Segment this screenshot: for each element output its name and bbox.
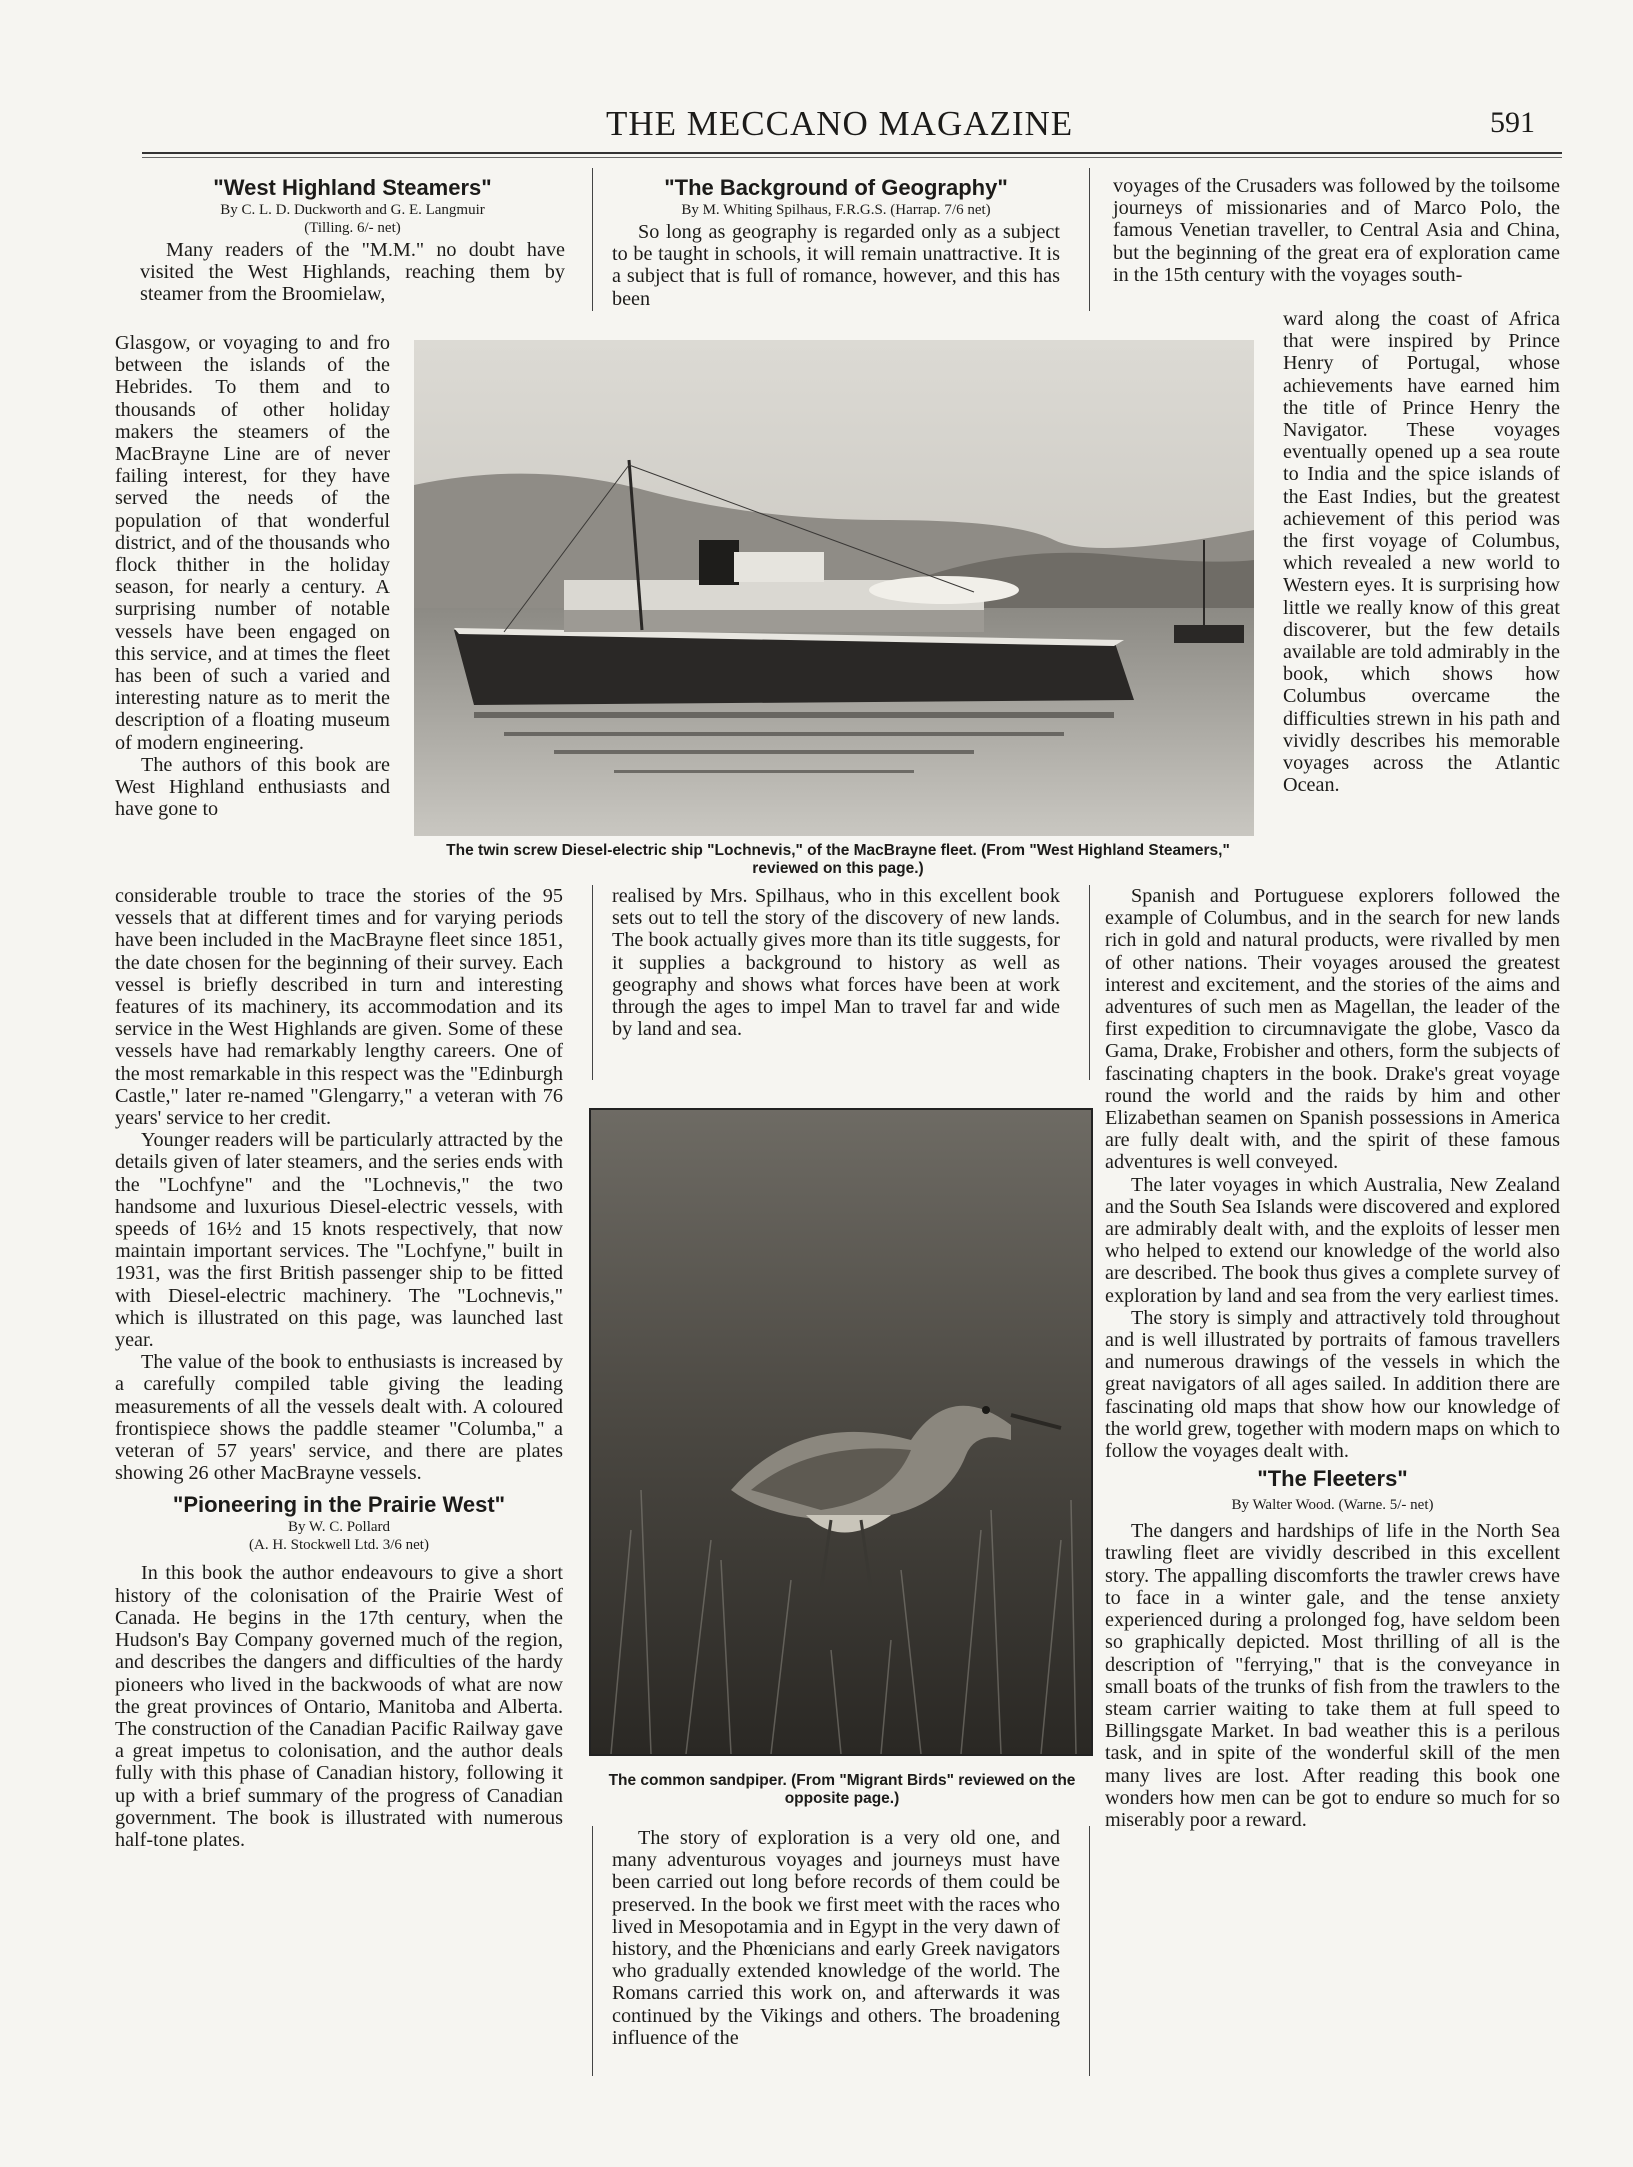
column-divider: [1089, 885, 1090, 1080]
review-heading: "The Fleeters": [1257, 1466, 1408, 1492]
ship-caption: The twin screw Diesel-electric ship "Lochnevis," of the MacBrayne fleet. (From "West Highland Steamers," reviewed on this page.): [446, 842, 1230, 877]
paragraph: The story of exploration is a very old one, and many adventurous voyages and journeys must have been carried out long before records of them could be preserved. In the book we first meet with the races who lived in Mesopotamia and in Egypt in the very dawn of history, and the Phœnicians and early Greek navigators who gradually extended knowledge of the world. The Romans carried this work on, and afterwards it was continued by the Vikings and others. The broadening influence of the: [612, 1827, 1060, 2049]
paragraph: The authors of this book are West Highland enthusiasts and have gone to: [115, 753, 390, 821]
page-number: 591: [1490, 106, 1535, 139]
review-heading: "Pioneering in the Prairie West": [172, 1492, 506, 1518]
paragraph: In this book the author endeavours to give a short history of the colonisation of the Prairie West of Canada. He begins in the 17th century, when the Hudson's Bay Company governed much of the region, and describes the dangers and difficulties of the hardy pioneers who lived in the backwoods of what are now the great provinces of Ontario, Manitoba and Alberta. The construction of the Canadian Pacific Railway gave a great impetus to colonisation, and the author deals fully with this phase of Canadian history, following it up with a brief summary of the progress of Canadian government. The book is illustrated with numerous half-tone plates.: [115, 1562, 563, 1851]
column-divider: [592, 168, 593, 311]
column-1-narrow: [115, 332, 390, 820]
column-3-lower: [1105, 885, 1560, 1831]
paragraph: The value of the book to enthusiasts is increased by a carefully compiled table giving the leading measurements of all the vessels dealt with. A coloured frontispiece shows the paddle steamer "Columba," a veteran of 57 years' service, and there are plates showing 26 other MacBrayne vessels.: [115, 1351, 563, 1485]
review-byline: By Walter Wood. (Warne. 5/- net): [1231, 1497, 1434, 1514]
column-divider: [592, 885, 593, 1080]
column-divider: [592, 1826, 593, 2076]
sandpiper-photo: [589, 1108, 1093, 1756]
column-3-top: [1113, 175, 1560, 286]
page-header: [0, 104, 1633, 148]
paragraph: Glasgow, or voyaging to and fro between the islands of the Hebrides. To them and to thousands of other holiday makers the steamers of the MacBrayne Line are of never failing interest, for they have served the needs of the population of that wonderful district, and of the thousands who flock thither in the holiday season, for nearly a century. A surprising number of notable vessels have been engaged on this service, and at times the fleet has been of such a varied and interesting nature as to merit the description of a floating museum of modern engineering.: [115, 332, 390, 754]
review-publisher: (A. H. Stockwell Ltd. 3/6 net): [249, 1537, 429, 1554]
review-byline: By M. Whiting Spilhaus, F.R.G.S. (Harrap. 7/6 net): [681, 202, 991, 218]
magazine-title: THE MECCANO MAGAZINE: [606, 104, 1074, 143]
sandpiper-caption: The common sandpiper. (From "Migrant Birds" reviewed on the opposite page.): [608, 1772, 1076, 1807]
column-2-mid: [612, 885, 1060, 1040]
sandpiper-photo-graphic: [591, 1110, 1091, 1754]
paragraph: Younger readers will be particularly attracted by the details given of later steamers, and the series ends with the "Lochfyne" and the "Lochnevis," the two handsome and luxurious Diesel-electric vessels, with speeds of 16½ and 15 knots respectively, that now maintain important services. The "Lochfyne," built in 1931, was the first British passenger ship to be fitted with Diesel-electric machinery. The "Lochnevis," which is illustrated on this page, was launched last year.: [115, 1129, 563, 1352]
ship-photo: [414, 340, 1254, 836]
header-rule-thin: [142, 157, 1562, 158]
paragraph: realised by Mrs. Spilhaus, who in this excellent book sets out to tell the story of the discovery of new lands. The book actually gives more than its title suggests, for it supplies a background to history as well as geography and shows what forces have been at work through the ages to impel Man to travel far and wide by land and sea.: [612, 885, 1060, 1041]
review-publisher: (Tilling. 6/- net): [304, 220, 401, 236]
column-1-lower: [115, 885, 563, 1851]
review-byline: By C. L. D. Duckworth and G. E. Langmuir: [220, 202, 485, 218]
paragraph: considerable trouble to trace the stories of the 95 vessels that at different times and for varying periods have been included in the MacBrayne fleet since 1851, the date chosen for the beginning of their survey. Each vessel is briefly described in turn and interesting features of its machinery, its accommodation and its service in the West Highlands are given. Some of these vessels have had remarkably lengthy careers. One of the most remarkable in this respect was the "Edinburgh Castle," later re-named "Glengarry," a veteran with 76 years' service to her credit.: [115, 885, 563, 1130]
column-2-lower: [612, 1827, 1060, 2049]
review-heading: "The Background of Geography": [664, 175, 1008, 200]
column-1-top: [140, 175, 565, 306]
paragraph: voyages of the Crusaders was followed by the toilsome journeys of missionaries and of Marco Polo, the famous Venetian traveller, to Central Asia and China, but the beginning of the great era of exploration came in the 15th century with the voyages south-: [1113, 175, 1560, 286]
review-heading: "West Highland Steamers": [213, 175, 492, 200]
column-3-narrow: [1283, 308, 1560, 796]
paragraph: The story is simply and attractively told throughout and is well illustrated by portraits of famous travellers and numerous drawings of the vessels in which the great navigators of all ages sailed. In addition there are fascinating old maps that show how our knowledge of the world grew, together with modern maps on which to follow the voyages dealt with.: [1105, 1306, 1560, 1463]
paragraph: The dangers and hardships of life in the North Sea trawling fleet are vividly described in this excellent story. The appalling discomforts the trawler crews have to face in a winter gale, and the tense anxiety experienced during a prolonged fog, have seldom been so graphically depicted. Most thrilling of all is the description of "ferrying," that is the conveyance in small boats of the trunks of fish from the trawlers to the steam carrier waiting to take them at full speed to Billingsgate Market. In bad weather this is a perilous task, and in spite of the wonderful skill of the men many lives are lost. After reading this book one wonders how men can be got to endure so much for so miserably poor a reward.: [1105, 1520, 1560, 1831]
paragraph: Many readers of the "M.M." no doubt have visited the West Highlands, reaching them by steamer from the Broomielaw,: [140, 239, 565, 306]
review-byline: By W. C. Pollard: [287, 1519, 391, 1536]
paragraph: So long as geography is regarded only as a subject to be taught in schools, it will remain unattractive. It is a subject that is full of romance, however, and this has been: [612, 221, 1060, 310]
header-rule: [142, 152, 1562, 154]
column-2-top: [612, 175, 1060, 310]
paragraph: ward along the coast of Africa that were inspired by Prince Henry of Portugal, whose achievements have earned him the title of Prince Henry the Navigator. These voyages eventually opened up a sea route to India and the spice islands of the East Indies, but the greatest achievement of this period was the first voyage of Columbus, which revealed a new world to Western eyes. It is surprising how little we really know of this great discoverer, but the few details available are told admirably in the book, which shows how Columbus overcame the difficulties strewn in his path and vividly describes his memorable voyages across the Atlantic Ocean.: [1283, 308, 1560, 797]
ship-photo-graphic: [414, 340, 1254, 836]
paragraph: The later voyages in which Australia, New Zealand and the South Sea Islands were discovered and explored are admirably dealt with, and the exploits of lesser men who helped to extend our knowledge of the world also are described. The book thus gives a complete survey of exploration by land and sea from the very earliest times.: [1105, 1173, 1560, 1307]
paragraph: Spanish and Portuguese explorers followed the example of Columbus, and in the search for new lands rich in gold and natural products, were rivalled by men of other nations. Their voyages aroused the greatest interest and excitement, and the stories of the aims and adventures of such men as Magellan, the leader of the first expedition to circumnavigate the globe, Vasco da Gama, Drake, Frobisher and others, form the subjects of fascinating chapters in the book. Drake's great voyage round the world and the raids by him and other Elizabethan seamen on Spanish possessions in America are fully dealt with, and the spirit of these famous adventures is well conveyed.: [1105, 885, 1560, 1174]
column-divider: [1089, 1826, 1090, 2076]
column-divider: [1089, 168, 1090, 311]
